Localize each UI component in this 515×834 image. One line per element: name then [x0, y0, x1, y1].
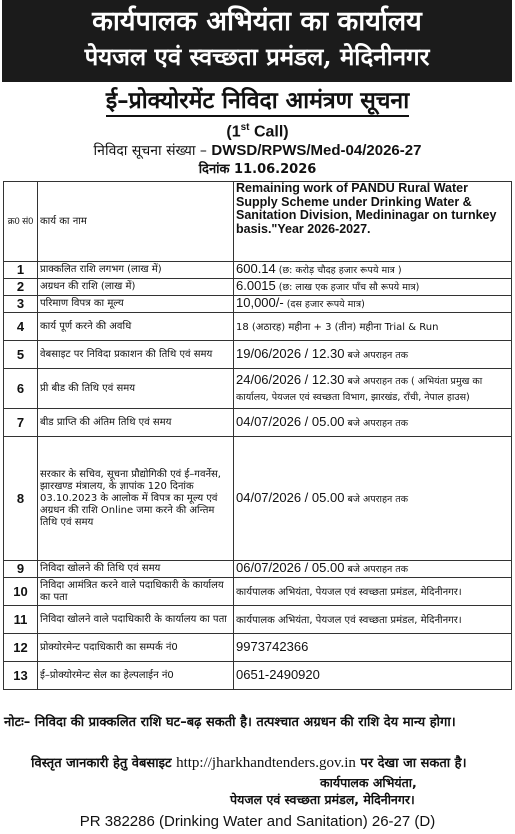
row-value-note: बजे अपराहन तक: [344, 417, 408, 429]
table-row: [4, 296, 512, 313]
row-label: ई–प्रोक्योरमेन्ट सेल का हेल्पलाईन नं0: [38, 662, 234, 690]
row-value-note: बजे अपराहन तक: [344, 493, 408, 505]
website-info-before: विस्तृत जानकारी हेतु वेबसाइट: [31, 756, 177, 771]
row-serial: 3: [4, 296, 38, 313]
row-label: कार्य पूर्ण करने की अवधि: [38, 313, 234, 341]
division-name: पेयजल एवं स्वच्छता प्रमंडल, मेदिनीनगर: [84, 42, 430, 71]
notice-ref-number: DWSD/RPWS/Med-04/2026-27: [211, 142, 422, 159]
notice-ref: [0, 141, 515, 161]
call-sup: st: [240, 122, 250, 133]
call-label: [0, 118, 515, 142]
row-serial: 10: [4, 578, 38, 606]
table-row: [4, 409, 512, 437]
tender-table: [3, 181, 512, 690]
pr-number: PR 382286 (Drinking Water and Sanitation) 26-27 (D): [79, 813, 436, 830]
row-value: [234, 409, 512, 437]
call-prefix: (1: [226, 123, 241, 141]
table-row: [4, 279, 512, 296]
row-label: निविदा खोलने वाले पदाधिकारी के कार्यालय का पता: [38, 606, 234, 634]
row-label: बीड प्राप्ति की अंतिम तिथि एवं समय: [38, 409, 234, 437]
row-value-main: 06/07/2026 / 05.00: [236, 560, 345, 575]
table-row: [4, 662, 512, 690]
office-header: [2, 0, 512, 82]
table-row: [4, 561, 512, 578]
table-row: [4, 369, 512, 409]
row-value-note: बजे अपराहन तक: [344, 349, 408, 361]
row-label: निविदा आमंत्रित करने वाले पदाधिकारी के कार्यालय का पता: [38, 578, 234, 606]
row-label: प्राक्कलित राशि लगभग (लाख में): [38, 262, 234, 279]
row-value-note: (छ: लाख एक हजार पाँच सौ रूपये मात्र): [275, 282, 420, 293]
row-label: वेबसाइट पर निविदा प्रकाशन की तिथि एवं समय: [38, 341, 234, 369]
row-value-main: 9973742366: [236, 638, 309, 654]
row-label: प्री बीड की तिथि एवं समय: [38, 369, 234, 409]
row-value-main: 0651-2490920: [236, 666, 320, 682]
work-name-label: कार्य का नाम: [38, 182, 234, 262]
row-value-main: 19/06/2026 / 12.30: [236, 345, 345, 361]
row-value: [234, 437, 512, 561]
row-value-note: कार्यपालक अभियंता, पेयजल एवं स्वच्छता प्रमंडल, मेदिनीनगर।: [236, 615, 462, 626]
row-label: निविदा खोलने की तिथि एवं समय: [38, 561, 234, 578]
row-serial: 4: [4, 313, 38, 341]
row-serial: 8: [4, 437, 38, 561]
table-row: [4, 341, 512, 369]
row-value-note: 18 (अठारह) महीना + 3 (तीन) महीना Trial & Run: [236, 322, 439, 333]
row-value-note: बजे अपराहन तक: [344, 564, 408, 575]
row-serial: 2: [4, 279, 38, 296]
row-serial: 7: [4, 409, 38, 437]
notice-ref-label: निविदा सूचना संख्या –: [93, 143, 212, 159]
table-row: [4, 578, 512, 606]
work-name-value: Remaining work of PANDU Rural Water Supply Scheme under Drinking Water & Sanitation Division, Medininagar on turnkey basis."Year 2026-2027.: [234, 182, 512, 262]
website-info-after: पर देखा जा सकता है।: [355, 756, 467, 771]
table-row: [4, 313, 512, 341]
row-value: [234, 634, 512, 662]
row-serial: 12: [4, 634, 38, 662]
row-value-main: 600.14: [236, 261, 276, 276]
row-label: परिमाण विपत्र का मूल्य: [38, 296, 234, 313]
table-row: [4, 634, 512, 662]
row-value-note: बजे अपराहन तक ( अभियंता प्रमुख का कार्यालय, पेयजल एवं स्वच्छता विभाग, झारखंड, राँची, नेपाल हाउस): [236, 375, 483, 403]
row-serial: 1: [4, 262, 38, 279]
row-label: अग्रधन की राशि (लाख में): [38, 279, 234, 296]
notice-date: दिनांक 11.06.2026: [198, 162, 317, 177]
table-header-row: [4, 182, 512, 262]
row-value: [234, 662, 512, 690]
note-text: नोटः– निविदा की प्राक्कलित राशि घट–बढ़ सकती है। तत्पश्चात अग्रधन की राशि देय मान्य होगा।: [4, 715, 456, 730]
row-value: [234, 561, 512, 578]
row-serial: 5: [4, 341, 38, 369]
website-info: [4, 754, 510, 773]
table-row: [4, 606, 512, 634]
table-row: [4, 437, 512, 561]
row-value: [234, 262, 512, 279]
row-value-note: (दस हजार रूपये मात्र): [283, 299, 365, 310]
table-row: [4, 262, 512, 279]
row-value: [234, 578, 512, 606]
row-value-note: (छ: करोड़ चौदह हजार रूपये मात्र ): [275, 265, 402, 276]
row-value: [234, 369, 512, 409]
row-serial: 6: [4, 369, 38, 409]
row-serial: 11: [4, 606, 38, 634]
row-value-main: 10,000/-: [236, 295, 284, 310]
row-value-main: 04/07/2026 / 05.00: [236, 489, 345, 505]
sn-header: क्र0 सं0: [4, 182, 38, 262]
row-value: [234, 606, 512, 634]
row-value-note: कार्यपालक अभियंता, पेयजल एवं स्वच्छता प्रमंडल, मेदिनीनगर।: [236, 587, 462, 598]
notice-title-text: ई–प्रोक्योरमेंट निविदा आमंत्रण सूचना: [106, 87, 409, 117]
row-serial: 13: [4, 662, 38, 690]
row-value: [234, 313, 512, 341]
row-value-main: 6.0015: [236, 278, 276, 293]
notice-title: [0, 86, 515, 116]
row-label: प्रोक्योरमेन्ट पदाधिकारी का सम्पर्क नं0: [38, 634, 234, 662]
row-label: सरकार के सचिव, सूचना प्रौद्योगिकी एवं ई–गवर्नेस, झारखण्ड मंत्रालय, के ज्ञापांक 120 दिनांक 03.10.2023 के आलोक में विपत्र का मूल्य एवं अग्रधन की राशि Online जमा करने की अन्तिम तिथि एवं समय: [38, 437, 234, 561]
signature-office: पेयजल एवं स्वच्छता प्रमंडल, मेदिनीनगर।: [230, 792, 415, 807]
row-value: [234, 296, 512, 313]
row-value-main: 04/07/2026 / 05.00: [236, 413, 345, 429]
call-suffix: Call): [249, 123, 289, 141]
office-name: कार्यपालक अभियंता का कार्यालय: [92, 6, 422, 37]
row-value: [234, 341, 512, 369]
row-serial: 9: [4, 561, 38, 578]
row-value-main: 24/06/2026 / 12.30: [236, 371, 345, 387]
website-link[interactable]: http://jharkhandtenders.gov.in: [176, 755, 356, 771]
row-value: [234, 279, 512, 296]
signature-designation: कार्यपालक अभियंता,: [320, 775, 417, 790]
